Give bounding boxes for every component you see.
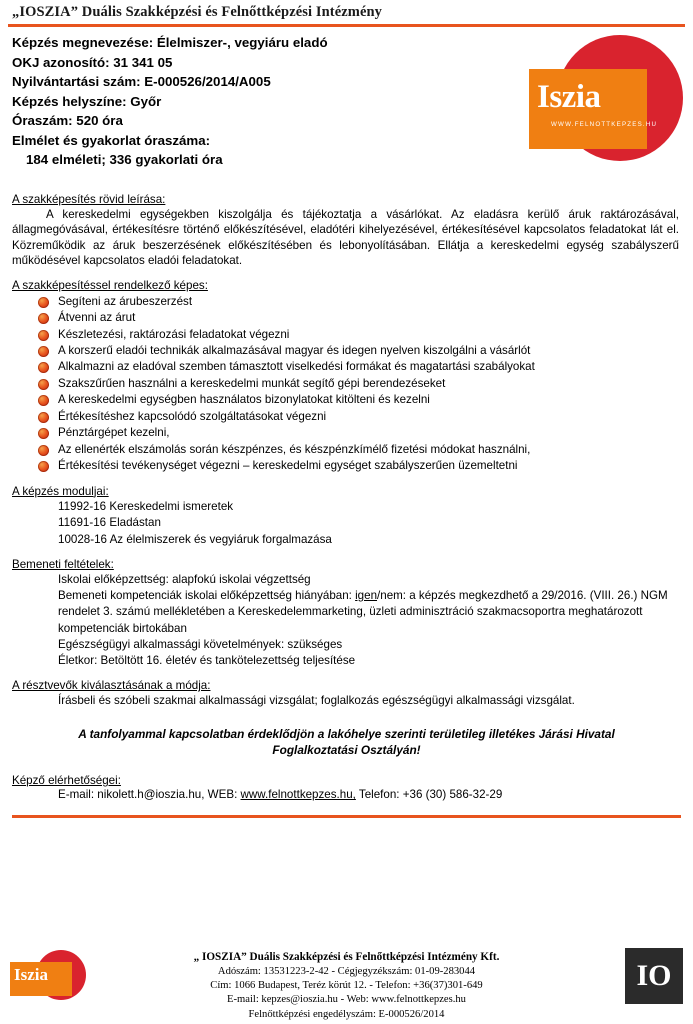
list-item-label: Pénztárgépet kezelni, [58,426,170,440]
note-line-2: Foglalkoztatási Osztályán! [272,742,421,757]
selection-section [8,679,685,709]
list-item-label: Átvenni az árut [58,311,136,325]
theory-practice-values: 184 elméleti; 336 gyakorlati óra [26,152,223,168]
bullet-icon [38,428,49,439]
list-item [12,359,685,375]
list-item [12,294,685,310]
footer-badge: IO [625,948,683,1004]
list-item-label: Az ellenérték elszámolás során készpénzes, és készpénzkímélő fizetési módokat használni, [58,442,531,456]
header-divider [8,24,685,27]
contact-details [12,788,685,801]
list-item [12,327,685,343]
list-item: 11691-16 Eladástan [58,516,161,530]
list-item [12,442,685,458]
note-line-1: A tanfolyammal kapcsolatban érdeklődjön a lakóhelye szerinti területileg illetékes Járási Hivatal [78,726,615,741]
bullet-icon [38,395,49,406]
list-item-label: Értékesítéshez kapcsolódó szolgáltatásokat végezni [58,409,327,423]
bullet-icon [38,362,49,373]
bullet-icon [38,297,49,308]
hours-line: Óraszám: 520 óra [12,113,123,129]
document-footer [0,948,693,1018]
bullet-icon [38,346,49,357]
description-text [12,207,685,269]
highlight-note [8,726,685,759]
bullet-icon [38,379,49,390]
bullet-icon [38,313,49,324]
list-item [12,310,685,326]
list-item [12,409,685,425]
contact-heading: Képző elérhetőségei: [12,774,121,788]
title-area [8,33,685,183]
contact-email: E-mail: nikolett.h@ioszia.hu, WEB: [58,788,241,802]
contact-section [8,774,685,801]
requirement-competences-yes: igen [355,589,378,603]
requirement-competences [12,588,685,637]
footer-company-details [10,948,683,1022]
bullet-icon [38,412,49,423]
list-item [12,376,685,392]
requirements-heading: Bemeneti feltételek: [12,557,114,571]
bullet-icon [38,445,49,456]
ioszia-logo [523,35,683,161]
list-item-label: A korszerű eladói technikák alkalmazásával magyar és idegen nyelven kiszolgálni a vásárlót [58,343,531,357]
footer-tax-number: Adószám: 13531223-2-42 - Cégjegyzékszám: 01-09-283044 [217,966,476,977]
list-item-label: Készletezési, raktározási feladatokat végezni [58,327,290,341]
footer-logo [10,950,96,1000]
list-item [12,343,685,359]
list-item-label: Értékesítési tevékenységet végezni – kereskedelmi egységet szabályszerűen üzemeltetni [58,459,518,473]
modules-heading: A képzés moduljai: [12,484,109,498]
course-title-block [8,33,482,170]
theory-practice-label: Elmélet és gyakorlat óraszáma: [12,132,211,148]
list-item-label: A kereskedelmi egységben használatos bizonylatokat kitölteni és kezelni [58,393,430,407]
footer-logo-wordmark [14,966,48,983]
document-header: „IOSZIA” Duális Szakképzési és Felnőttképzési Intézmény [12,4,383,20]
list-item [12,392,685,408]
description-body: A kereskedelmi egységekben kiszolgálja és tájékoztatja a vásárlókat. Az eladásra kerülő áruk raktározásával, állagmegóvásával, értékesítésre történő előkészítésével, eladótéri kihelyezésével, értékesítésével kapcsolatos feladatokat lát el. Közreműködik az áruk beszerzésének előkészítésében és lebonyolításában. Ellátja a kereskedelmi egység szabályszerű működésével kapcsolatos eladói feladatokat. [12,208,679,268]
registration-number-line: Nyilvántartási szám: E-000526/2014/A005 [12,74,271,90]
contact-phone: Telefon: +36 (30) 586-32-29 [355,788,503,802]
modules-list [12,499,685,548]
footer-company-name: „ IOSZIA” Duális Szakképzési és Felnőttképzési Intézmény Kft. [193,951,500,963]
competences-list [12,294,685,475]
logo-szia: szia [549,79,601,115]
logo-url: WWW.FELNOTTKEPZES.HU [551,121,658,128]
list-item-label: Szakszűrűen használni a kereskedelmi munkát segítő gépi berendezéseket [58,376,446,390]
bullet-icon [38,330,49,341]
footer-email: E-mail: kepzes@ioszia.hu - Web: www.felnottkepzes.hu [227,994,466,1006]
description-section [8,193,685,269]
okj-id-line: OKJ azonosító: 31 341 05 [12,54,173,70]
requirement-education: Iskolai előképzettség: alapfokú iskolai végzettség [58,572,311,586]
location-line: Képzés helyszíne: Győr [12,93,162,109]
course-name-line: Képzés megnevezése: Élelmiszer-, vegyiáru eladó [12,35,328,50]
list-item [12,458,685,474]
list-item [12,425,685,441]
footer-divider [12,815,681,818]
requirements-section [8,558,685,669]
selection-text: Írásbeli és szóbeli szakmai alkalmassági vizsgálat; foglalkozás egészségügyi alkalmassági vizsgálat. [58,694,575,708]
requirement-competences-prefix: Bemeneti kompetenciák iskolai előképzettség hiányában: [58,589,356,603]
footer-logo-szia: szia [20,965,49,984]
footer-inner [10,948,683,1018]
list-item-label: Segíteni az árubeszerzést [58,294,193,308]
footer-address: Cím: 1066 Budapest, Teréz körút 12. - Telefon: +36(37)301-649 [210,980,483,992]
logo-wordmark [537,81,687,114]
footer-logo-io: I [14,965,21,984]
requirement-health: Egészségügyi alkalmassági követelmények: szükséges [58,637,343,651]
description-heading: A szakképesítés rövid leírása: [12,193,166,206]
list-item: 10028-16 Az élelmiszerek és vegyiáruk forgalmazása [58,532,332,546]
contact-web-link[interactable]: www.felnottkepzes.hu, [240,788,356,802]
competences-heading: A szakképesítéssel rendelkező képes: [12,278,208,292]
requirement-competences-rest: /nem: a képzés megkezdhető a 29/2016. (VIII. 26.) NGM rendelet 3. számú mellékletében a Kereskedelemmarketing, üzleti adminisztráció szakmacsoportra meghatározott kompetenciák birtokában [58,589,668,635]
list-item-label: Alkalmazni az eladóval szemben támasztott viselkedési formákat és magatartási szabályokat [58,360,535,374]
list-item: 11992-16 Kereskedelmi ismeretek [58,499,234,513]
selection-heading: A résztvevők kiválasztásának a módja: [12,679,211,693]
modules-section [8,485,685,548]
footer-license: Felnőttképzési engedélyszám: E-000526/2014 [248,1008,445,1020]
competences-section [8,279,685,475]
requirement-age: Életkor: Betöltött 16. életév és tankötelezettség teljesítése [58,654,356,668]
logo-io: I [537,79,550,115]
bullet-icon [38,461,49,472]
